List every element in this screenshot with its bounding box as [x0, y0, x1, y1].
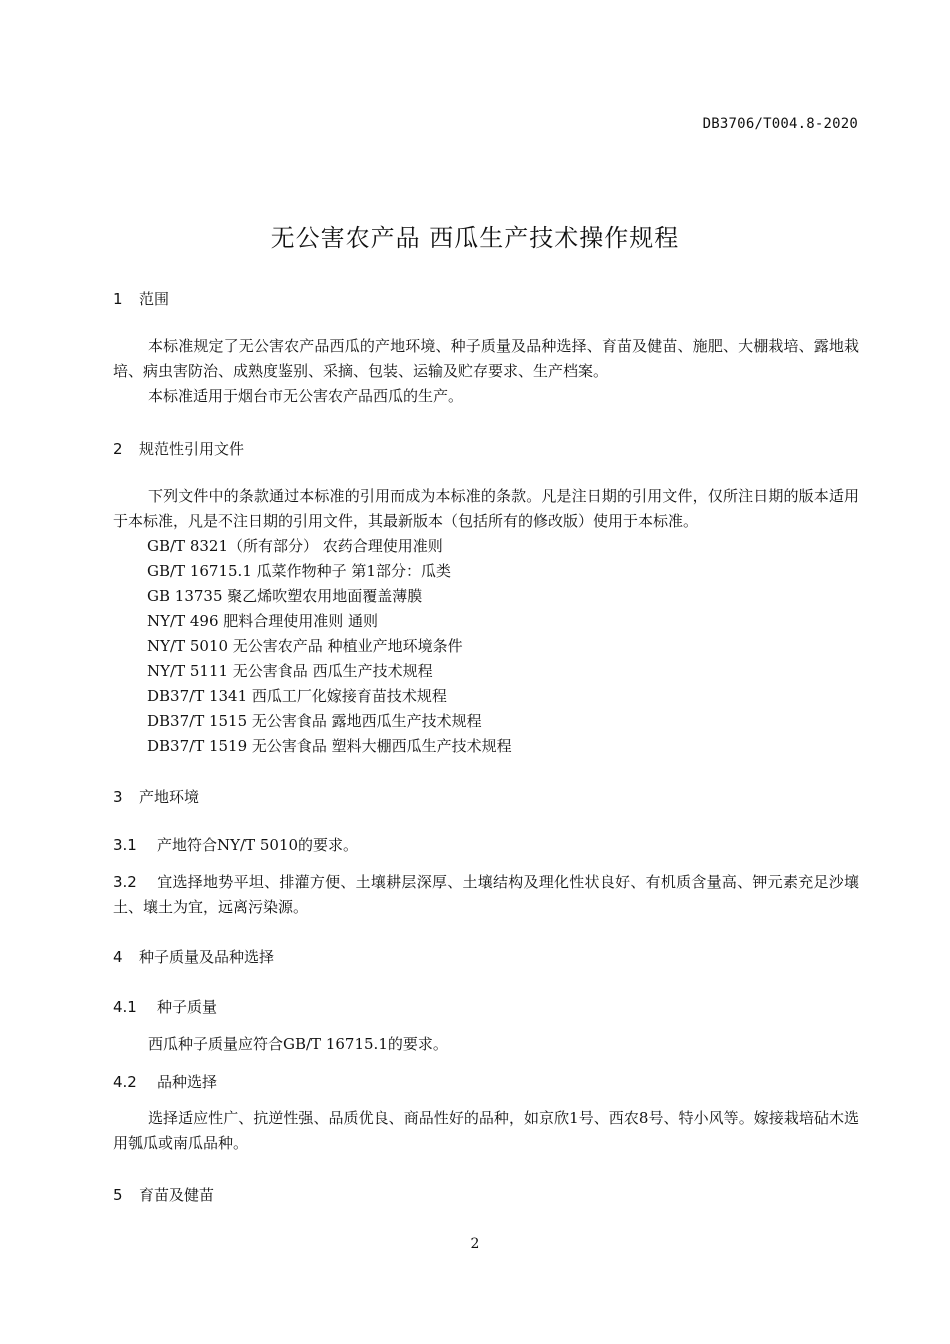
- reference-item: NY/T 5010 无公害农产品 种植业产地环境条件: [147, 637, 463, 655]
- section-1-paragraph-applicability: 本标准适用于烟台市无公害农产品西瓜的生产。: [148, 387, 464, 405]
- reference-item: GB 13735 聚乙烯吹塑农用地面覆盖薄膜: [147, 587, 423, 605]
- subsection-number: 4.2: [113, 1073, 137, 1091]
- section-3-heading: [113, 786, 199, 807]
- section-1-heading: [113, 288, 169, 309]
- subsection-4-1-heading: [113, 996, 217, 1017]
- clause-number: 3.1: [113, 836, 137, 854]
- section-2-paragraph: 下列文件中的条款通过本标准的引用而成为本标准的条款。凡是注日期的引用文件，仅所注日期的版本适用于本标准，凡是不注日期的引用文件，其最新版本（包括所有的修改版）使用于本标准。: [113, 487, 859, 530]
- section-number: 4: [113, 948, 123, 966]
- subsection-4-1-paragraph: 西瓜种子质量应符合GB/T 16715.1的要求。: [148, 1035, 448, 1053]
- reference-item: DB37/T 1515 无公害食品 露地西瓜生产技术规程: [147, 712, 482, 730]
- page-number: 2: [470, 1236, 480, 1252]
- section-number: 2: [113, 440, 123, 458]
- subsection-4-2-heading: [113, 1071, 217, 1092]
- subsection-4-2-paragraph: 选择适应性广、抗逆性强、品质优良、商品性好的品种，如京欣1号、西农8号、特小风等。嫁接栽培砧木选用瓠瓜或南瓜品种。: [113, 1109, 859, 1152]
- clause-text: 产地符合NY/T 5010的要求。: [157, 836, 359, 854]
- subsection-title: 种子质量: [157, 998, 218, 1016]
- section-2-heading: [113, 438, 244, 459]
- section-title: 种子质量及品种选择: [139, 948, 275, 966]
- subsection-title: 品种选择: [157, 1073, 218, 1091]
- page-title: 无公害农产品 西瓜生产技术操作规程: [270, 224, 680, 252]
- clause-text: 宜选择地势平坦、排灌方便、土壤耕层深厚、土壤结构及理化性状良好、有机质含量高、钾元素充足沙壤土、壤土为宜，远离污染源。: [113, 873, 859, 916]
- reference-item: NY/T 5111 无公害食品 西瓜生产技术规程: [147, 662, 433, 680]
- clause-3-1: [113, 833, 859, 858]
- reference-item: GB/T 8321（所有部分） 农药合理使用准则: [147, 537, 443, 555]
- section-title: 范围: [139, 290, 170, 308]
- section-5-heading: [113, 1184, 214, 1205]
- reference-item: GB/T 16715.1 瓜菜作物种子 第1部分：瓜类: [147, 562, 451, 580]
- document-code: DB3706/T004.8-2020: [702, 116, 858, 132]
- section-1-paragraph-scope: 本标准规定了无公害农产品西瓜的产地环境、种子质量及品种选择、育苗及健苗、施肥、大棚栽培、露地栽培、病虫害防治、成熟度鉴别、采摘、包装、运输及贮存要求、生产档案。: [113, 337, 859, 380]
- section-number: 3: [113, 788, 123, 806]
- subsection-number: 4.1: [113, 998, 137, 1016]
- reference-item: DB37/T 1341 西瓜工厂化嫁接育苗技术规程: [147, 687, 447, 705]
- section-title: 规范性引用文件: [139, 440, 245, 458]
- clause-3-2: [113, 870, 859, 920]
- section-title: 产地环境: [139, 788, 200, 806]
- reference-item: DB37/T 1519 无公害食品 塑料大棚西瓜生产技术规程: [147, 737, 512, 755]
- reference-item: NY/T 496 肥料合理使用准则 通则: [147, 612, 379, 630]
- section-title: 育苗及健苗: [139, 1186, 215, 1204]
- section-number: 1: [113, 290, 123, 308]
- clause-number: 3.2: [113, 873, 137, 891]
- section-number: 5: [113, 1186, 123, 1204]
- section-4-heading: [113, 946, 274, 967]
